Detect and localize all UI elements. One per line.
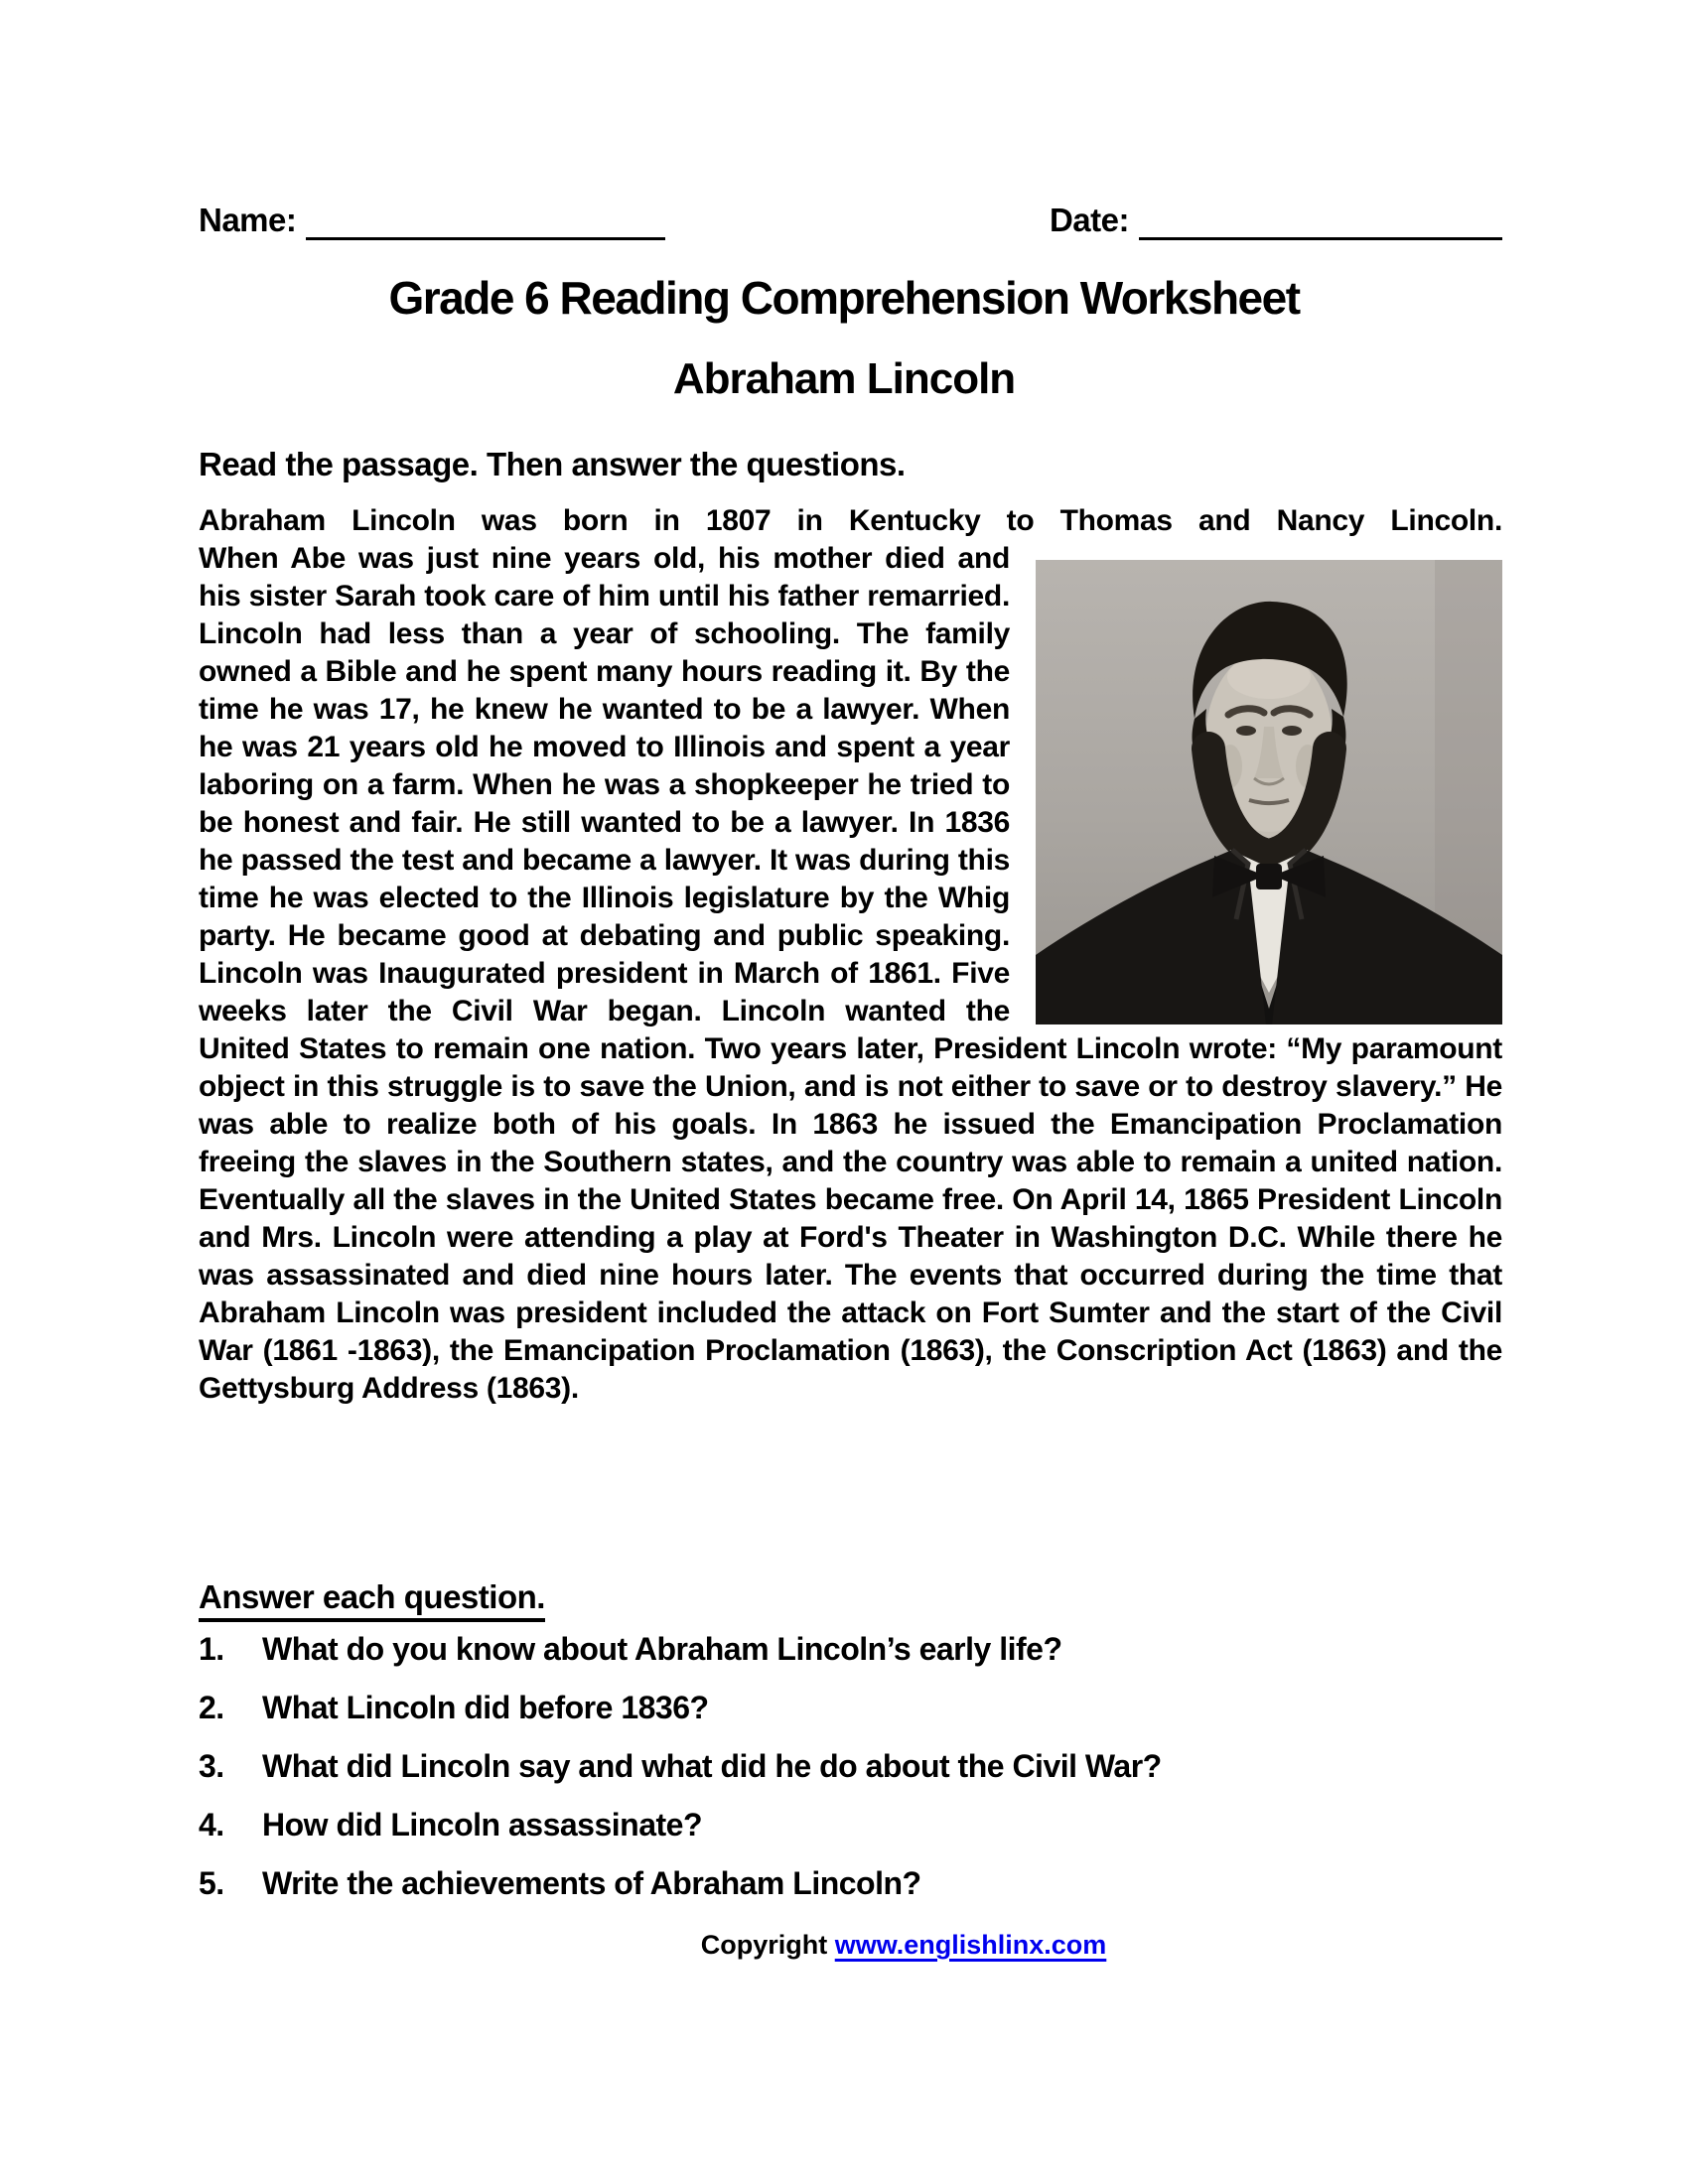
question-item: [199, 1806, 1549, 1843]
header-row: [199, 201, 1502, 240]
questions-list: [199, 1630, 1549, 1923]
question-item: [199, 1630, 1549, 1668]
footer: [199, 1928, 1609, 1962]
date-field: [1050, 201, 1502, 240]
question-number: 4.: [199, 1807, 224, 1843]
date-label: Date:: [1049, 202, 1129, 238]
question-item: [199, 1864, 1549, 1902]
question-number: 2.: [199, 1690, 224, 1725]
question-text: What Lincoln did before 1836?: [262, 1690, 709, 1725]
question-text: Write the achievements of Abraham Lincoln?: [262, 1865, 921, 1901]
date-blank-line: [1139, 201, 1502, 240]
lincoln-portrait-image: [1036, 560, 1502, 1024]
instructions-text: Read the passage. Then answer the questions.: [199, 446, 906, 482]
passage-body-wrap: [199, 540, 1502, 1408]
copyright-label: Copyright: [700, 1930, 828, 1960]
name-blank-line: [306, 201, 665, 240]
englishlinx-link[interactable]: www.englishlinx.com: [834, 1930, 1107, 1960]
question-item: [199, 1689, 1549, 1726]
name-field: [199, 201, 665, 240]
name-label: Name:: [199, 202, 297, 238]
question-number: 1.: [199, 1631, 224, 1667]
question-text: What do you know about Abraham Lincoln’s early life?: [262, 1631, 1062, 1667]
question-number: 5.: [199, 1865, 224, 1901]
passage-body: When Abe was just nine years old, his mother died and his sister Sarah took care of him until his father remarried. Lincoln had less than a year of schooling. The family owned a Bible and he spent many hours reading it. By the time he was 17, he knew he wanted to be a lawyer. When he was 21 years old he moved to Illinois and spent a year laboring on a farm. When he was a shopkeeper he tried to be honest and fair. He still wanted to be a lawyer. In 1836 he passed the test and became a lawyer. It was during this time he was elected to the Illinois legislature by the Whig party. He became good at debating and public speaking. Lincoln was Inaugurated president in March of 1861. Five weeks later the Civil War began. Lincoln wanted the United States to remain one nation. Two years later, President Lincoln wrote: “My paramount object in this struggle is to save the Union, and is not either to save or to destroy slavery.” He was able to realize both of his goals. In 1863 he issued the Emancipation Proclamation freeing the slaves in the Southern states, and the country was able to remain a united nation. Eventually all the slaves in the United States became free. On April 14, 1865 President Lincoln and Mrs. Lincoln were attending a play at Ford's Theater in Washington D.C. While there he was assassinated and died nine hours later. The events that occurred during the time that Abraham Lincoln was president included the attack on Fort Sumter and the start of the Civil War (1861 -1863), the Emancipation Proclamation (1863), the Conscription Act (1863) and the Gettysburg Address (1863).: [199, 542, 1502, 1405]
passage-intro: Abraham Lincoln was born in 1807 in Kentucky to Thomas and Nancy Lincoln.: [199, 504, 1502, 537]
answer-questions-heading: Answer each question.: [199, 1578, 545, 1622]
page-title: Grade 6 Reading Comprehension Worksheet: [388, 272, 1300, 324]
passage-section: [199, 502, 1502, 1408]
question-item: [199, 1747, 1549, 1785]
page-subtitle: Abraham Lincoln: [672, 354, 1016, 403]
question-number: 3.: [199, 1748, 224, 1784]
question-text: What did Lincoln say and what did he do about the Civil War?: [262, 1748, 1162, 1784]
question-text: How did Lincoln assassinate?: [262, 1807, 702, 1843]
